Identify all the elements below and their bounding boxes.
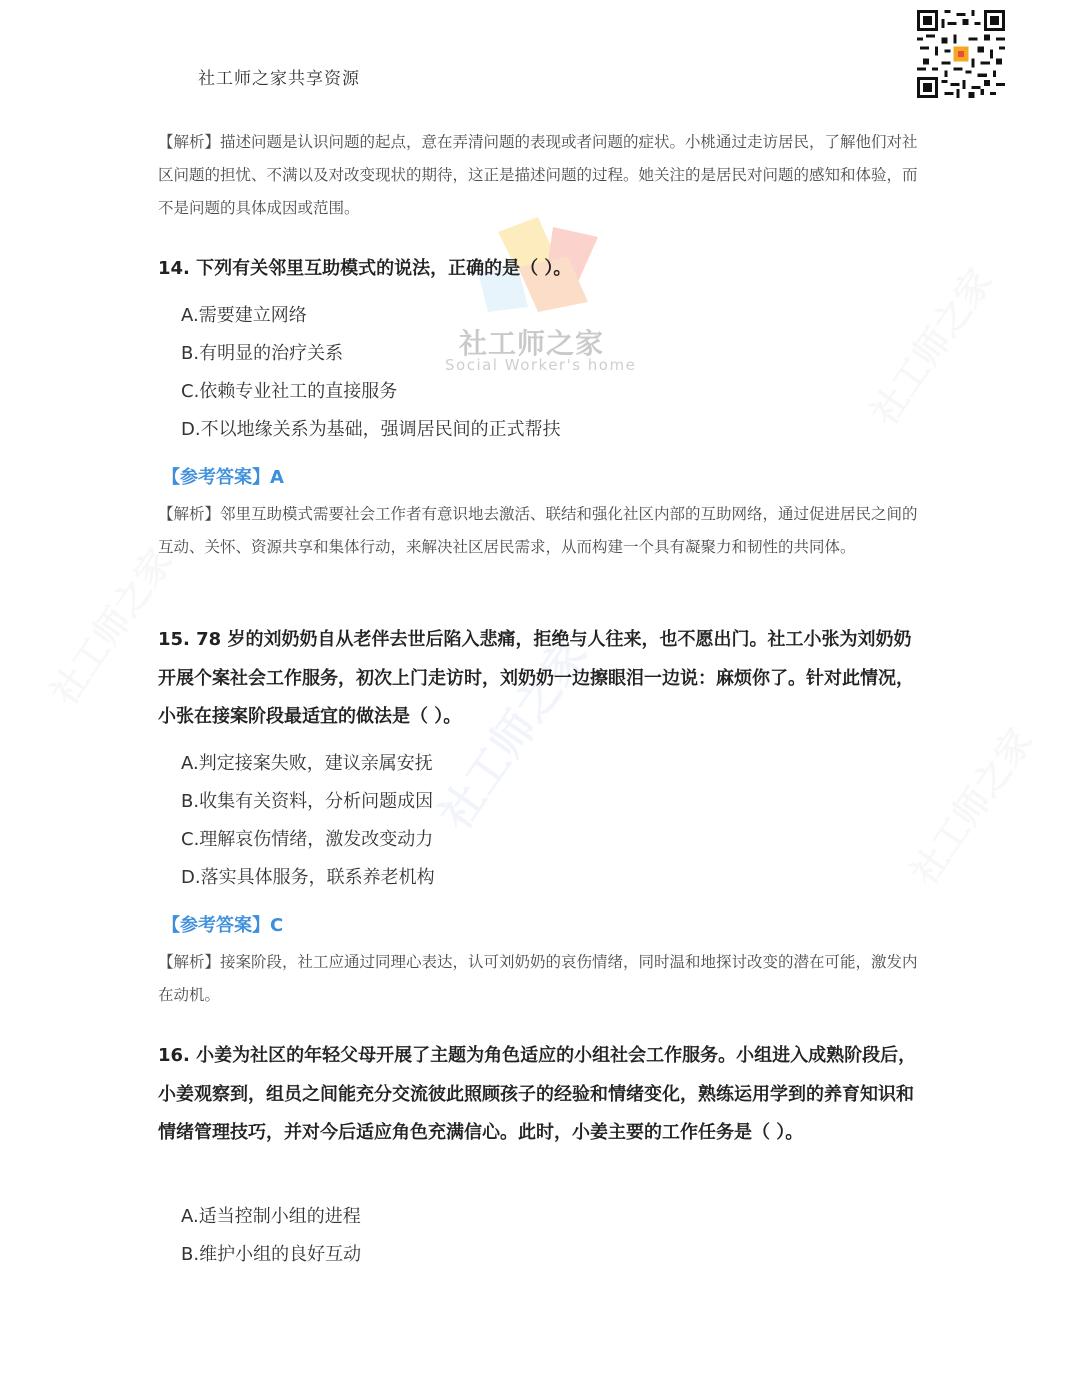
option-c: C.理解哀伤情绪，激发改变动力 [181, 829, 434, 850]
option-a: A.适当控制小组的进程 [181, 1206, 361, 1227]
reference-answer: 【参考答案】A [162, 467, 284, 488]
analysis-paragraph: 【解析】接案阶段，社工应通过同理心表达，认可刘奶奶的哀伤情绪，同时温和地探讨改变的潜在可能，激发内在动机。 [158, 953, 918, 1004]
reference-answer: 【参考答案】C [162, 915, 284, 936]
watermark-diagonal: 社工师之家 [44, 541, 181, 713]
watermark-name-en: Social Worker's home [445, 356, 637, 374]
watermark-diagonal: 社工师之家 [904, 721, 1041, 893]
option-d: D.落实具体服务，联系养老机构 [181, 867, 435, 888]
option-d: D.不以地缘关系为基础，强调居民间的正式帮扶 [181, 419, 561, 440]
option-a: A.需要建立网络 [181, 305, 307, 326]
watermark-diagonal: 社工师之家 [864, 261, 1001, 433]
option-b: B.有明显的治疗关系 [181, 343, 344, 364]
option-a: A.判定接案失败，建议亲属安抚 [181, 753, 433, 774]
question-14: 14. 下列有关邻里互助模式的说法，正确的是（ ）。 [158, 258, 572, 279]
header-title: 社工师之家共享资源 [198, 69, 360, 89]
watermark-diagonal: 社工师之家 [429, 629, 598, 840]
question-15: 15. 78 岁的刘奶奶自从老伴去世后陷入悲痛，拒绝与人往来，也不愿出门。社工小张为刘奶奶开展个案社会工作服务，初次上门走访时，刘奶奶一边擦眼泪一边说：麻烦你了。针对此情况，小张在接案阶段最适宜的做法是（ ）。 [158, 629, 914, 727]
analysis-paragraph: 【解析】邻里互助模式需要社会工作者有意识地去激活、联结和强化社区内部的互助网络，通过促进居民之间的互动、关怀、资源共享和集体行动，来解决社区居民需求，从而构建一个具有凝聚力和韧性的共同体。 [158, 505, 918, 556]
option-c: C.依赖专业社工的直接服务 [181, 381, 398, 402]
qr-code-icon [916, 10, 1006, 98]
option-b: B.收集有关资料，分析问题成因 [181, 791, 434, 812]
option-b: B.维护小组的良好互动 [181, 1244, 362, 1265]
watermark-name-cn: 社工师之家 [459, 327, 605, 360]
analysis-paragraph: 【解析】描述问题是认识问题的起点，意在弄清问题的表现或者问题的症状。小桃通过走访居民，了解他们对社区问题的担忧、不满以及对改变现状的期待，这正是描述问题的过程。她关注的是居民对问题的感知和体验，而不是问题的具体成因或范围。 [158, 133, 918, 217]
question-16: 16. 小姜为社区的年轻父母开展了主题为角色适应的小组社会工作服务。小组进入成熟阶段后，小姜观察到，组员之间能充分交流彼此照顾孩子的经验和情绪变化，熟练运用学到的养育知识和情绪管理技巧，并对今后适应角色充满信心。此时，小姜主要的工作任务是（ ）。 [158, 1045, 917, 1143]
